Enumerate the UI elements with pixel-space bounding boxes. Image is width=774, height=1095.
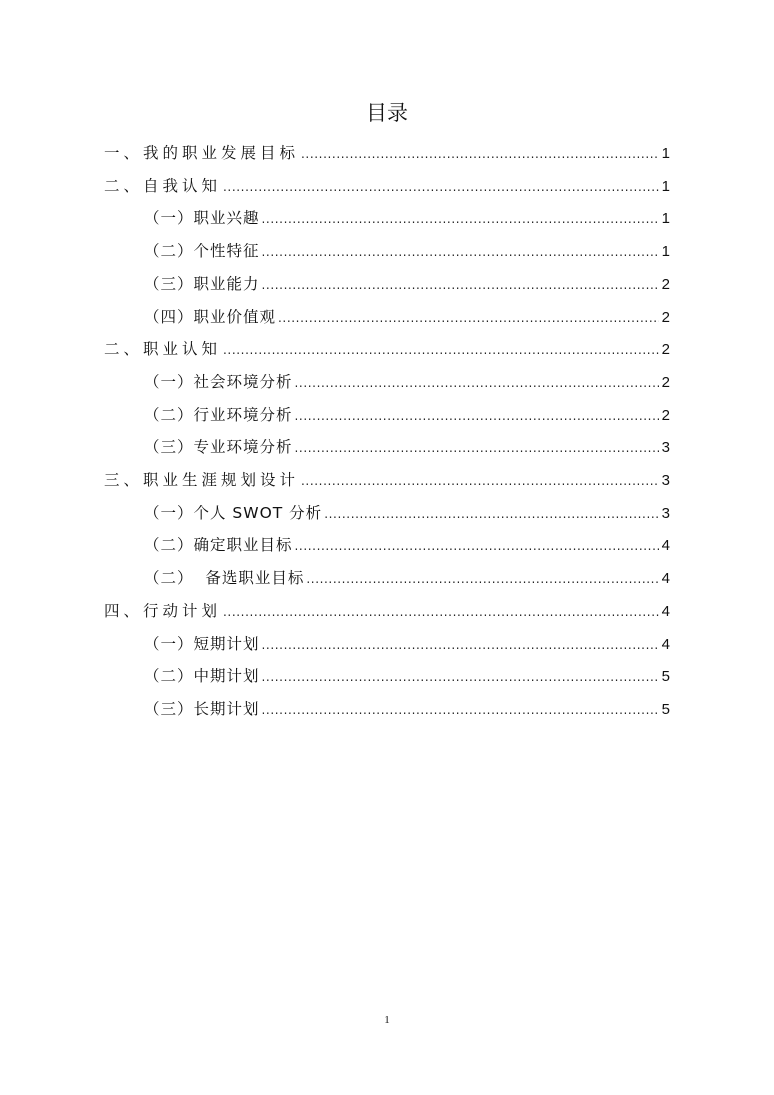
toc-entry-mid-term-plan[interactable] bbox=[144, 660, 670, 693]
toc-page-number: 5 bbox=[661, 700, 670, 718]
toc-entry-label: （三）专业环境分析 bbox=[144, 438, 293, 457]
toc-entry-alternative-goal[interactable] bbox=[144, 562, 670, 595]
toc-dot-leader bbox=[278, 302, 659, 335]
toc-dot-leader bbox=[262, 236, 659, 269]
toc-dot-leader bbox=[223, 334, 659, 367]
toc-entry-label: （二）行业环境分析 bbox=[144, 405, 293, 424]
toc-entry-long-term-plan[interactable] bbox=[144, 693, 670, 726]
toc-entry-label: （一）职业兴趣 bbox=[144, 209, 260, 228]
toc-dot-leader bbox=[262, 661, 659, 694]
toc-dot-leader bbox=[295, 530, 659, 563]
toc-entry-label: 四、行动计划 bbox=[104, 601, 222, 620]
toc-entry-major-environment[interactable] bbox=[144, 431, 670, 464]
toc-page-number: 2 bbox=[661, 373, 670, 391]
toc-entry-action-plan[interactable] bbox=[104, 595, 670, 628]
toc-entry-swot-analysis[interactable] bbox=[144, 497, 670, 530]
toc-dot-leader bbox=[301, 465, 659, 498]
toc-page-number: 2 bbox=[661, 308, 670, 326]
toc-page-number: 4 bbox=[661, 537, 670, 555]
toc-entry-label: 二、自我认知 bbox=[104, 176, 222, 195]
toc-entry-label: （二）个性特征 bbox=[144, 242, 260, 261]
toc-page-number: 3 bbox=[661, 472, 670, 489]
toc-dot-leader bbox=[262, 694, 659, 727]
toc-dot-leader bbox=[301, 138, 659, 171]
toc-dot-leader bbox=[295, 367, 659, 400]
toc-dot-leader bbox=[324, 498, 659, 531]
toc-entry-career-ability[interactable] bbox=[144, 268, 670, 301]
toc-entry-career-awareness[interactable] bbox=[104, 333, 670, 366]
toc-dot-leader bbox=[306, 563, 659, 596]
toc-entry-label: （一）短期计划 bbox=[144, 634, 260, 653]
toc-dot-leader bbox=[223, 596, 659, 629]
toc-entry-label: （二）中期计划 bbox=[144, 667, 260, 686]
toc-entry-social-environment[interactable] bbox=[144, 366, 670, 399]
toc-entry-label: （二）确定职业目标 bbox=[144, 536, 293, 555]
toc-dot-leader bbox=[295, 432, 659, 465]
toc-page-number: 4 bbox=[661, 570, 670, 588]
toc-entry-label: （一）个人 SWOT 分析 bbox=[144, 503, 323, 522]
toc-entry-label: （三）职业能力 bbox=[144, 274, 260, 293]
toc-entry-self-awareness[interactable] bbox=[104, 170, 670, 203]
toc-entry-label: 二、职业认知 bbox=[104, 340, 222, 359]
toc-entry-personality[interactable] bbox=[144, 235, 670, 268]
toc-page-number: 5 bbox=[661, 668, 670, 686]
toc-entry-label: 一、我的职业发展目标 bbox=[104, 144, 300, 162]
toc-entry-label: （四）职业价值观 bbox=[144, 307, 277, 326]
toc-page-number: 3 bbox=[661, 504, 670, 522]
toc-dot-leader bbox=[223, 171, 659, 204]
toc-dot-leader bbox=[262, 269, 659, 302]
toc-entry-label: （二） 备选职业目标 bbox=[144, 569, 305, 588]
toc-page-number: 1 bbox=[661, 210, 670, 228]
toc-page-number: 4 bbox=[661, 635, 670, 653]
toc-entry-career-interest[interactable] bbox=[144, 202, 670, 235]
toc-dot-leader bbox=[295, 400, 659, 433]
toc-entry-short-term-plan[interactable] bbox=[144, 628, 670, 661]
toc-entry-career-values[interactable] bbox=[144, 301, 670, 334]
toc-dot-leader bbox=[262, 203, 659, 236]
document-title: 目录 bbox=[366, 101, 408, 125]
toc-entry-label: （一）社会环境分析 bbox=[144, 372, 293, 391]
toc-entry-label: （三）长期计划 bbox=[144, 699, 260, 718]
toc-page-number: 2 bbox=[661, 406, 670, 424]
toc-dot-leader bbox=[262, 629, 659, 662]
toc-page-number: 2 bbox=[661, 341, 670, 359]
toc-entry-industry-environment[interactable] bbox=[144, 399, 670, 432]
toc-page-number: 1 bbox=[661, 177, 670, 195]
toc-entry-career-planning[interactable] bbox=[104, 464, 670, 497]
toc-page-number: 4 bbox=[661, 602, 670, 620]
toc-page-number: 2 bbox=[661, 275, 670, 293]
toc-page-number: 1 bbox=[661, 243, 670, 261]
toc-page-number: 1 bbox=[661, 145, 670, 162]
page-number-footer: 1 bbox=[384, 1014, 390, 1026]
toc-entry-label: 三、职业生涯规划设计 bbox=[104, 471, 300, 489]
toc-entry-career-goal[interactable] bbox=[104, 137, 670, 170]
toc-entry-set-career-goal[interactable] bbox=[144, 529, 670, 562]
toc-page-number: 3 bbox=[661, 439, 670, 457]
